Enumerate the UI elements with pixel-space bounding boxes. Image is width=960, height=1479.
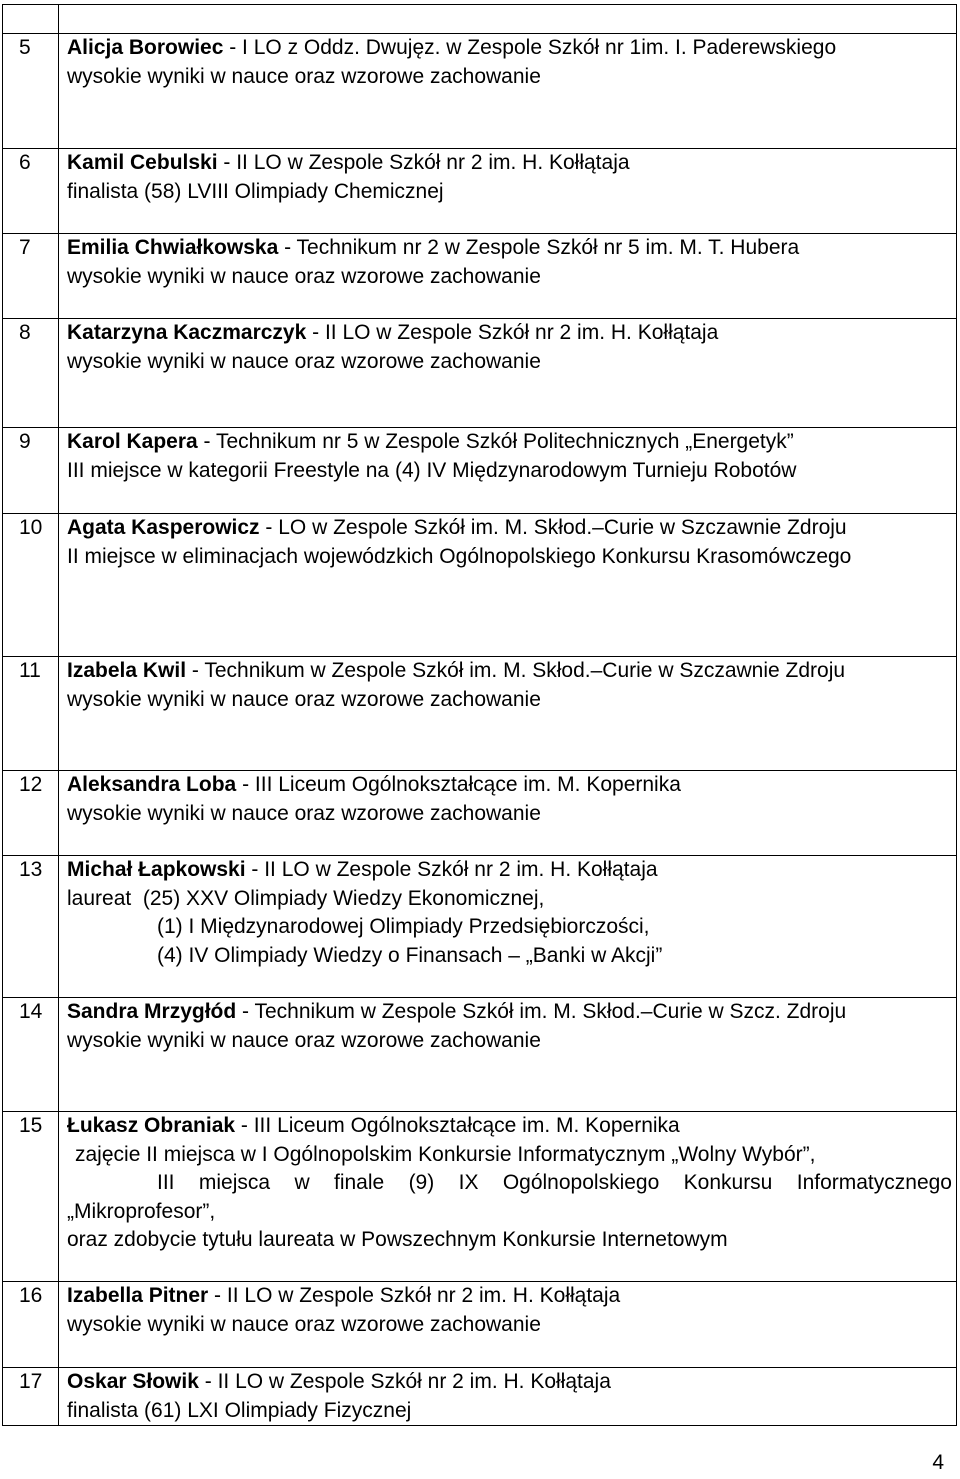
student-name: Katarzyna Kaczmarczyk <box>67 321 307 344</box>
entry-content <box>59 1282 957 1368</box>
student-name: Oskar Słowik <box>67 1370 199 1393</box>
student-name: Alicja Borowiec <box>67 36 224 59</box>
entry-content <box>59 771 957 856</box>
school-name: - II LO w Zespole Szkół nr 2 im. H. Kołłątaja <box>198 1370 611 1393</box>
achievement-line: oraz zdobycie tytułu laureata w Powszechnym Konkursie Internetowym <box>67 1228 728 1251</box>
achievement-line: II miejsce w eliminacjach wojewódzkich Ogólnopolskiego Konkursu Krasomówczego <box>67 544 852 568</box>
school-name: - II LO w Zespole Szkół nr 2 im. H. Kołłątaja <box>217 151 630 174</box>
student-name: Emilia Chwiałkowska <box>67 236 279 259</box>
entry-content <box>59 1368 957 1426</box>
table-row <box>3 1112 957 1282</box>
school-name: - III Liceum Ogólnokształcące im. M. Kopernika <box>235 1114 680 1137</box>
achievement-line: wysokie wyniki w nauce oraz wzorowe zachowanie <box>67 687 541 711</box>
school-name: - Technikum w Zespole Szkół im. M. Skłod.–Curie w Szcz. Zdroju <box>236 1000 847 1023</box>
table-row-header-empty <box>3 5 957 34</box>
student-name: Izabella Pitner <box>67 1284 209 1307</box>
entry-content <box>59 1112 957 1282</box>
student-name: Izabela Kwil <box>67 659 187 682</box>
entry-number: 9 <box>3 428 59 514</box>
entry-heading <box>67 1282 952 1311</box>
empty-number-cell <box>3 5 59 34</box>
achievement-line: wysokie wyniki w nauce oraz wzorowe zachowanie <box>67 264 541 288</box>
entry-number: 11 <box>3 657 59 771</box>
entry-number: 13 <box>3 856 59 998</box>
table-row <box>3 998 957 1112</box>
school-name: - II LO w Zespole Szkół nr 2 im. H. Kołłątaja <box>306 321 719 344</box>
school-name: - II LO w Zespole Szkół nr 2 im. H. Kołłątaja <box>245 858 658 881</box>
achievement-line: wysokie wyniki w nauce oraz wzorowe zachowanie <box>67 1028 541 1052</box>
achievement-line: zajęcie II miejsca w I Ogólnopolskim Konkursie Informatycznym „Wolny Wybór”, <box>75 1142 816 1166</box>
achievement-line: (4) IV Olimpiady Wiedzy o Finansach – „Banki w Akcji” <box>157 943 663 967</box>
entry-heading <box>67 234 952 263</box>
table-row <box>3 319 957 428</box>
school-name: - LO w Zespole Szkół im. M. Skłod.–Curie w Szczawnie Zdroju <box>259 516 847 539</box>
entry-content <box>59 234 957 319</box>
entry-heading <box>67 514 952 543</box>
entry-number: 15 <box>3 1112 59 1282</box>
entry-number: 17 <box>3 1368 59 1426</box>
table-row <box>3 514 957 657</box>
entry-heading <box>67 149 952 178</box>
entry-content <box>59 34 957 149</box>
entry-heading <box>67 1368 952 1397</box>
entry-number: 14 <box>3 998 59 1112</box>
student-name: Sandra Mrzygłód <box>67 1000 237 1023</box>
school-name: - Technikum w Zespole Szkół im. M. Skłod.–Curie w Szczawnie Zdroju <box>186 659 846 682</box>
achievement-line: III miejsca w finale (9) IX Ogólnopolskiego Konkursu Informatycznego „Mikroprofesor”, <box>67 1171 952 1223</box>
school-name: - Technikum nr 2 w Zespole Szkół nr 5 im. M. T. Hubera <box>278 236 800 259</box>
entry-content <box>59 149 957 234</box>
entry-heading <box>67 428 952 457</box>
entry-content <box>59 319 957 428</box>
school-name: - II LO w Zespole Szkół nr 2 im. H. Kołłątaja <box>208 1284 621 1307</box>
achievement-line: finalista (58) LVIII Olimpiady Chemicznej <box>67 179 444 203</box>
student-name: Karol Kapera <box>67 430 198 453</box>
student-name: Aleksandra Loba <box>67 773 237 796</box>
entry-number: 7 <box>3 234 59 319</box>
entry-heading <box>67 657 952 686</box>
table-row <box>3 149 957 234</box>
entry-content <box>59 657 957 771</box>
entry-number: 16 <box>3 1282 59 1368</box>
school-name: - I LO z Oddz. Dwujęz. w Zespole Szkół nr 1im. I. Paderewskiego <box>223 36 837 59</box>
entry-heading <box>67 319 952 348</box>
entry-heading <box>67 998 952 1027</box>
school-name: - III Liceum Ogólnokształcące im. M. Kopernika <box>236 773 681 796</box>
table-row <box>3 657 957 771</box>
entry-heading <box>67 771 952 800</box>
table-row <box>3 428 957 514</box>
entry-heading <box>67 1112 952 1141</box>
entry-heading <box>67 856 952 885</box>
table-row <box>3 856 957 998</box>
school-name: - Technikum nr 5 w Zespole Szkół Politechnicznych „Energetyk” <box>197 430 794 453</box>
student-name: Łukasz Obraniak <box>67 1114 236 1137</box>
achievement-line: wysokie wyniki w nauce oraz wzorowe zachowanie <box>67 64 541 88</box>
student-name: Kamil Cebulski <box>67 151 218 174</box>
student-name: Michał Łapkowski <box>67 858 246 881</box>
empty-content-cell <box>59 5 957 34</box>
page-number: 4 <box>932 1450 944 1474</box>
table-row <box>3 234 957 319</box>
entry-content <box>59 428 957 514</box>
entry-content <box>59 514 957 657</box>
table-row <box>3 1368 957 1426</box>
entry-heading <box>67 34 952 63</box>
achievement-line: wysokie wyniki w nauce oraz wzorowe zachowanie <box>67 801 541 825</box>
table-row <box>3 1282 957 1368</box>
achievement-line: (1) I Międzynarodowej Olimpiady Przedsiębiorczości, <box>157 915 650 938</box>
entry-content <box>59 998 957 1112</box>
achievement-line: wysokie wyniki w nauce oraz wzorowe zachowanie <box>67 1312 541 1336</box>
entry-number: 6 <box>3 149 59 234</box>
student-name: Agata Kasperowicz <box>67 516 260 539</box>
entry-number: 5 <box>3 34 59 149</box>
achievement-line: finalista (61) LXI Olimpiady Fizycznej <box>67 1398 412 1422</box>
table-row <box>3 771 957 856</box>
entry-number: 12 <box>3 771 59 856</box>
achievement-line: wysokie wyniki w nauce oraz wzorowe zachowanie <box>67 349 541 373</box>
entry-number: 10 <box>3 514 59 657</box>
achievement-line: laureat (25) XXV Olimpiady Wiedzy Ekonomicznej, <box>67 886 545 910</box>
entry-number: 8 <box>3 319 59 428</box>
table-row <box>3 34 957 149</box>
awards-table <box>2 4 957 1426</box>
achievement-line: III miejsce w kategorii Freestyle na (4) IV Międzynarodowym Turnieju Robotów <box>67 458 797 482</box>
entry-content <box>59 856 957 998</box>
